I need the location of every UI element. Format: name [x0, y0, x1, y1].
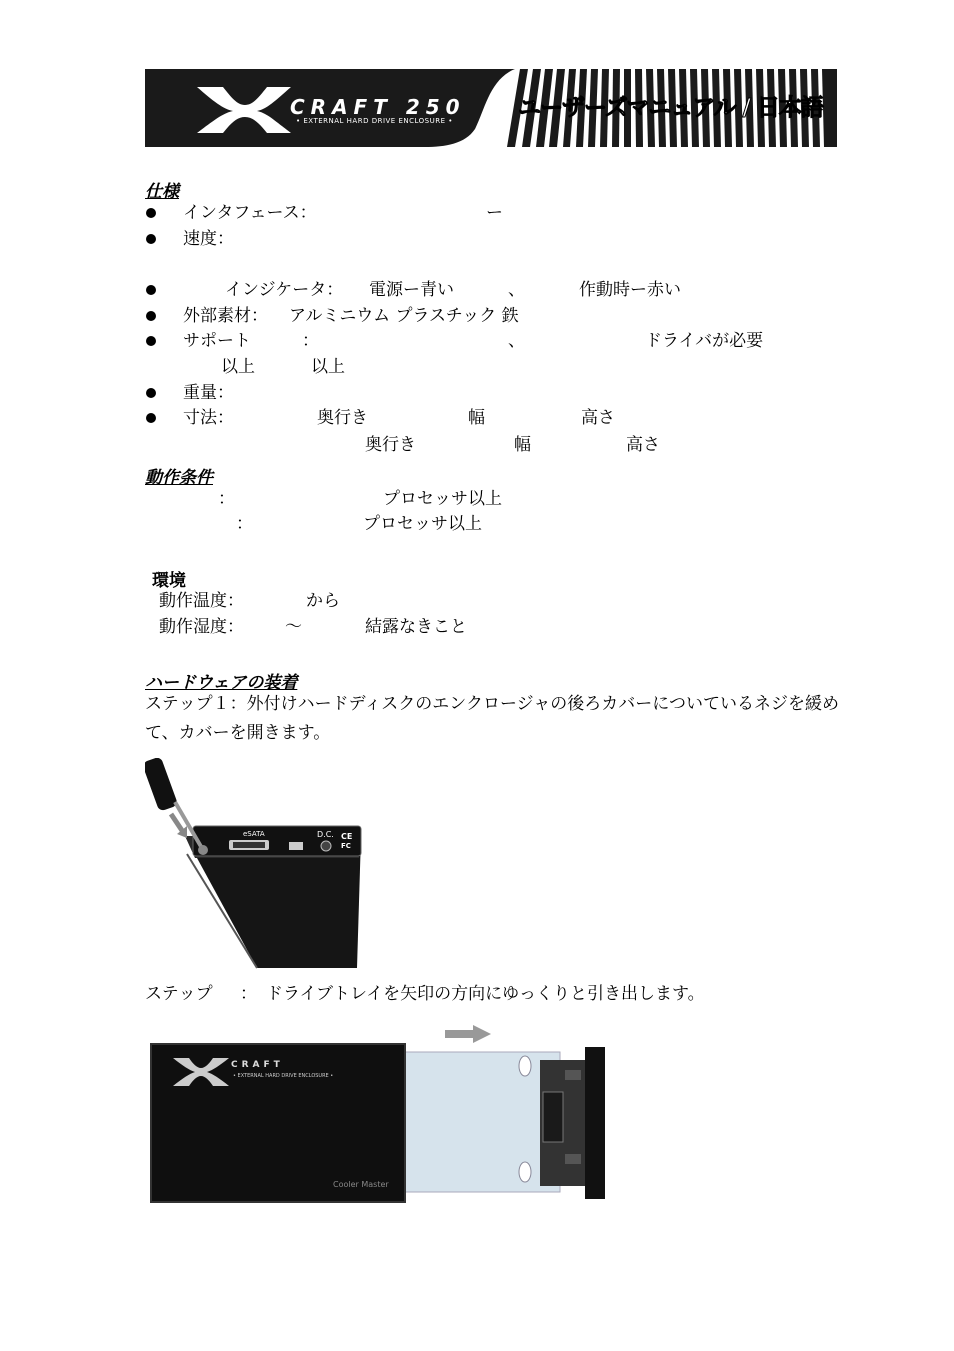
indicator-power: 電源ー青い: [369, 280, 454, 300]
humidity-value: 結露なきこと: [365, 617, 467, 637]
photo-step2: [145, 1022, 620, 1205]
bullet: [146, 208, 156, 218]
support-label: サポート: [183, 331, 251, 351]
dimensions-height: 高さ: [581, 408, 615, 428]
dimensions2-width: 幅: [514, 435, 531, 455]
step2-label: ステップ: [145, 984, 213, 1004]
logo-wordmark: CRAFT 250: [290, 95, 466, 119]
esata-port-label: eSATA: [243, 830, 265, 838]
step2-colon: ：: [240, 984, 257, 1004]
conditions-line2-value: プロセッサ以上: [363, 514, 482, 534]
support-colon: ：: [302, 331, 319, 351]
weight-label: 重量：: [183, 383, 234, 403]
humidity-tilde: ～: [285, 617, 302, 637]
step1-text: ステップ１：外付けハードディスクのエンクロージャの後ろカバーについているネジを緩めて、カバーを開きます。: [145, 694, 839, 743]
interface-value: ー: [486, 203, 503, 223]
bullet: [146, 311, 156, 321]
support-separator: 、: [508, 331, 525, 351]
material-value: アルミニウム プラスチック 鉄: [289, 306, 519, 326]
bullet: [146, 336, 156, 346]
conditions-line1-value: プロセッサ以上: [383, 489, 502, 509]
material-label: 外部素材：: [183, 306, 268, 326]
bullet: [146, 413, 156, 423]
photo-step1: [145, 758, 405, 970]
logo-subtitle: • EXTERNAL HARD DRIVE ENCLOSURE •: [296, 117, 453, 125]
dimensions-width: 幅: [468, 408, 485, 428]
conditions-line1-colon: ：: [218, 489, 235, 509]
dimensions-depth: 奥行き: [317, 408, 368, 428]
dc-label: D.C.: [317, 830, 334, 839]
dimensions2-height: 高さ: [626, 435, 660, 455]
indicator-label: インジケータ：: [225, 280, 344, 300]
support-line2-a: 以上: [221, 357, 255, 377]
usb-icon: [213, 846, 219, 852]
ce-mark: CE: [341, 832, 353, 841]
step2-text: ドライブトレイを矢印の方向にゆっくりと引き出します。: [266, 984, 705, 1004]
install-heading: ハードウェアの装着: [145, 673, 298, 693]
spec-heading: 仕様: [145, 182, 179, 202]
dimensions2-depth: 奥行き: [365, 435, 416, 455]
indicator-separator: 、: [508, 280, 525, 300]
humidity-label: 動作湿度：: [159, 617, 244, 637]
speed-label: 速度：: [183, 229, 234, 249]
interface-label: インタフェース：: [183, 203, 317, 223]
photo-logo-subtitle: • EXTERNAL HARD DRIVE ENCLOSURE •: [233, 1073, 334, 1079]
conditions-line2-colon: ：: [236, 514, 253, 534]
bullet: [146, 234, 156, 244]
temperature-value: から: [306, 591, 340, 611]
fc-mark: FC: [341, 842, 351, 850]
brand-label: Cooler Master: [333, 1180, 389, 1189]
dimensions-label: 寸法：: [183, 408, 234, 428]
indicator-active: 作動時ー赤い: [579, 280, 681, 300]
environment-label: 環境: [152, 571, 186, 591]
bullet: [146, 285, 156, 295]
temperature-label: 動作温度：: [159, 591, 244, 611]
conditions-heading: 動作条件: [145, 468, 213, 488]
support-driver-note: ドライバが必要: [645, 331, 764, 351]
support-line2-b: 以上: [311, 357, 345, 377]
photo-logo-wordmark: CRAFT: [231, 1060, 284, 1070]
bullet: [146, 388, 156, 398]
manual-title: ユーザーズマニュアル / 日本語: [518, 95, 823, 121]
